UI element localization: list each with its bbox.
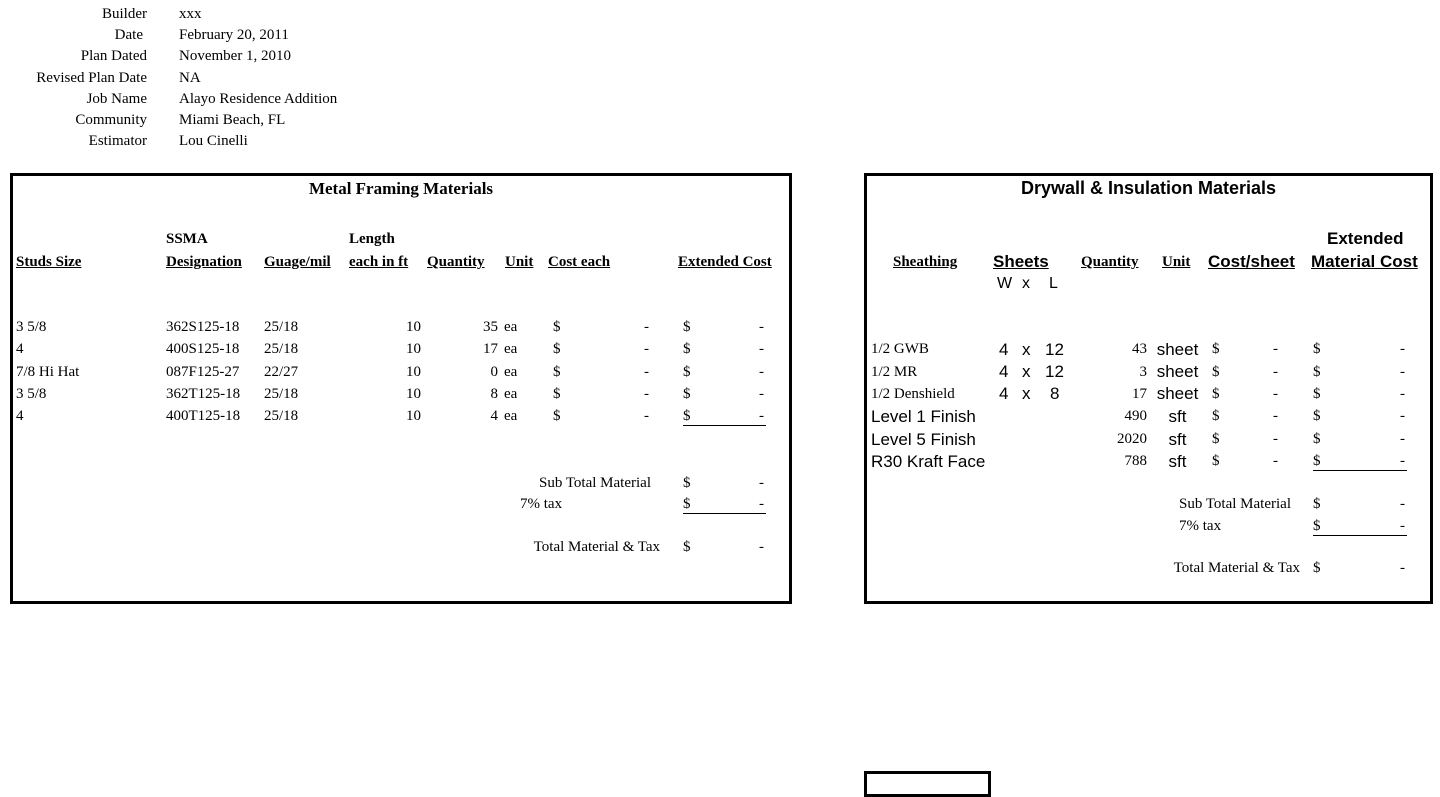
quantity: 8 — [490, 386, 498, 402]
material-name: Level 1 Finish — [871, 407, 976, 426]
ext-value: - — [1400, 386, 1405, 402]
stud-size: 3 5/8 — [16, 319, 47, 335]
unit: ea — [504, 319, 518, 335]
cost-dollar: $ — [553, 386, 561, 402]
length: 10 — [406, 408, 421, 424]
col-sheets-x: x — [1022, 275, 1030, 292]
quantity: 35 — [483, 319, 498, 335]
col-sheathing: Sheathing — [893, 254, 958, 270]
plan-dated-value: November 1, 2010 — [179, 48, 292, 64]
metal-subtotal-dollar: $ — [683, 475, 691, 491]
ext-value: - — [759, 386, 764, 402]
col-sheets: Sheets — [993, 252, 1049, 271]
unit: sheet — [1156, 362, 1199, 381]
sheet-w: 4 — [999, 384, 1009, 403]
drywall-title: Drywall & Insulation Materials — [1020, 178, 1277, 198]
cost-dollar: $ — [553, 364, 561, 380]
cost-value: - — [1273, 431, 1278, 447]
dw-subtotal-value: - — [1400, 496, 1405, 512]
ext-dollar: $ — [1313, 408, 1321, 424]
dw-total-label: Total Material & Tax — [1173, 560, 1300, 576]
length: 10 — [406, 364, 421, 380]
community-label: Community — [75, 112, 147, 128]
plan-dated-label: Plan Dated — [80, 48, 147, 64]
metal-subtotal-label: Sub Total Material — [539, 475, 651, 491]
quantity: 3 — [1139, 364, 1147, 380]
material-name: Level 5 Finish — [871, 430, 976, 449]
cost-dollar: $ — [1212, 341, 1220, 357]
material-name: 1/2 GWB — [871, 341, 929, 357]
gauge: 22/27 — [264, 364, 299, 380]
ext-dollar: $ — [683, 386, 691, 402]
ext-value: - — [1400, 364, 1405, 380]
metal-framing-title: Metal Framing Materials — [308, 179, 494, 198]
ext-dollar: $ — [683, 408, 691, 424]
designation: 362S125-18 — [166, 319, 240, 335]
ext-dollar: $ — [683, 319, 691, 335]
estimator-value: Lou Cinelli — [179, 133, 248, 149]
date-value: February 20, 2011 — [179, 27, 289, 43]
stud-size: 4 — [16, 408, 24, 424]
dw-tax-underline — [1313, 535, 1407, 536]
quantity: 17 — [483, 341, 498, 357]
col-unit: Unit — [505, 254, 534, 270]
sheet-x: x — [1022, 340, 1031, 359]
designation: 087F125-27 — [166, 364, 240, 380]
ext-dollar: $ — [683, 364, 691, 380]
length: 10 — [406, 386, 421, 402]
unit: sheet — [1156, 384, 1199, 403]
cost-value: - — [644, 364, 649, 380]
ext-value: - — [759, 341, 764, 357]
unit: sft — [1168, 430, 1187, 449]
col-cost-each: Cost each — [548, 254, 611, 270]
col-sheets-l: L — [1049, 275, 1058, 292]
material-name: R30 Kraft Face — [871, 452, 986, 471]
ext-value: - — [1400, 408, 1405, 424]
cost-value: - — [644, 408, 649, 424]
unit: sft — [1168, 407, 1187, 426]
col-material-cost: Material Cost — [1311, 252, 1418, 271]
cost-dollar: $ — [553, 319, 561, 335]
sheet-w: 4 — [999, 362, 1009, 381]
unit: sft — [1168, 452, 1187, 471]
revised-plan-date-label: Revised Plan Date — [36, 70, 147, 86]
metal-tax-label: 7% tax — [520, 496, 563, 512]
cost-dollar: $ — [1212, 453, 1220, 469]
quantity: 4 — [490, 408, 498, 424]
quantity: 490 — [1124, 408, 1147, 424]
ext-dollar: $ — [1313, 453, 1321, 469]
ext-underline — [683, 425, 766, 426]
col-length-top: Length — [349, 231, 395, 247]
col-cost-sheet: Cost/sheet — [1208, 252, 1295, 271]
col-ssma-top: SSMA — [166, 231, 208, 247]
sheet-x: x — [1022, 384, 1031, 403]
unit: ea — [504, 386, 518, 402]
col-dw-unit: Unit — [1162, 254, 1191, 270]
community-value: Miami Beach, FL — [179, 112, 286, 128]
gauge: 25/18 — [264, 408, 299, 424]
quantity: 43 — [1132, 341, 1147, 357]
quantity: 0 — [490, 364, 498, 380]
cost-value: - — [644, 386, 649, 402]
material-name: 1/2 MR — [871, 364, 918, 380]
cost-dollar: $ — [1212, 386, 1220, 402]
ext-dollar: $ — [1313, 364, 1321, 380]
sheet-l: 12 — [1045, 340, 1064, 359]
cost-value: - — [1273, 386, 1278, 402]
ext-dollar: $ — [1313, 341, 1321, 357]
metal-tax-value: - — [759, 496, 764, 512]
col-quantity: Quantity — [427, 254, 485, 270]
cost-value: - — [1273, 408, 1278, 424]
quantity: 17 — [1132, 386, 1147, 402]
stud-size: 4 — [16, 341, 24, 357]
sheet-w: 4 — [999, 340, 1009, 359]
cost-dollar: $ — [1212, 364, 1220, 380]
length: 10 — [406, 341, 421, 357]
cost-value: - — [1273, 341, 1278, 357]
metal-total-dollar: $ — [683, 539, 691, 555]
builder-label: Builder — [102, 6, 147, 22]
col-gauge: Guage/mil — [264, 254, 331, 270]
cost-dollar: $ — [553, 341, 561, 357]
dw-total-value: - — [1400, 560, 1405, 576]
designation: 400T125-18 — [166, 408, 241, 424]
ext-value: - — [759, 408, 764, 424]
cost-dollar: $ — [1212, 431, 1220, 447]
dw-subtotal-dollar: $ — [1313, 496, 1321, 512]
cost-value: - — [644, 319, 649, 335]
ext-value: - — [1400, 341, 1405, 357]
sheet-x: x — [1022, 362, 1031, 381]
col-extended-top: Extended — [1327, 229, 1404, 248]
stud-size: 3 5/8 — [16, 386, 47, 402]
col-length: each in ft — [349, 254, 409, 270]
estimator-label: Estimator — [88, 133, 147, 149]
metal-total-label: Total Material & Tax — [533, 539, 660, 555]
ext-value: - — [759, 319, 764, 335]
dw-tax-value: - — [1400, 518, 1405, 534]
cost-value: - — [1273, 453, 1278, 469]
metal-total-value: - — [759, 539, 764, 555]
ext-dollar: $ — [1313, 431, 1321, 447]
ext-dollar: $ — [683, 341, 691, 357]
builder-value: xxx — [179, 6, 202, 22]
job-name-label: Job Name — [86, 91, 147, 107]
cost-value: - — [644, 341, 649, 357]
quantity: 788 — [1124, 453, 1147, 469]
dw-tax-label: 7% tax — [1179, 518, 1222, 534]
gauge: 25/18 — [264, 319, 299, 335]
unit: ea — [504, 341, 518, 357]
dw-tax-dollar: $ — [1313, 518, 1321, 534]
ext-dollar: $ — [1313, 386, 1321, 402]
cost-dollar: $ — [553, 408, 561, 424]
ext-value: - — [759, 364, 764, 380]
dw-total-dollar: $ — [1313, 560, 1321, 576]
material-name: 1/2 Denshield — [871, 386, 955, 402]
stud-size: 7/8 Hi Hat — [16, 364, 80, 380]
gauge: 25/18 — [264, 341, 299, 357]
col-sheets-w: W — [997, 275, 1013, 292]
col-studs-size: Studs Size — [16, 254, 82, 270]
date-label: Date — [114, 27, 143, 43]
sheet-l: 8 — [1050, 384, 1060, 403]
designation: 400S125-18 — [166, 341, 240, 357]
empty-cell-box — [864, 771, 991, 797]
designation: 362T125-18 — [166, 386, 241, 402]
length: 10 — [406, 319, 421, 335]
col-dw-quantity: Quantity — [1081, 254, 1139, 270]
metal-subtotal-value: - — [759, 475, 764, 491]
cost-value: - — [1273, 364, 1278, 380]
unit: ea — [504, 364, 518, 380]
ext-value: - — [1400, 453, 1405, 469]
col-ssma-designation: Designation — [166, 254, 242, 270]
quantity: 2020 — [1117, 431, 1147, 447]
col-extended-cost: Extended Cost — [678, 254, 772, 270]
cost-dollar: $ — [1212, 408, 1220, 424]
metal-tax-dollar: $ — [683, 496, 691, 512]
sheet-l: 12 — [1045, 362, 1064, 381]
dw-ext-underline — [1313, 470, 1407, 471]
unit: ea — [504, 408, 518, 424]
tax-underline — [683, 513, 766, 514]
job-name-value: Alayo Residence Addition — [179, 91, 338, 107]
gauge: 25/18 — [264, 386, 299, 402]
ext-value: - — [1400, 431, 1405, 447]
unit: sheet — [1156, 340, 1199, 359]
dw-subtotal-label: Sub Total Material — [1179, 496, 1291, 512]
revised-plan-date-value: NA — [179, 70, 201, 86]
